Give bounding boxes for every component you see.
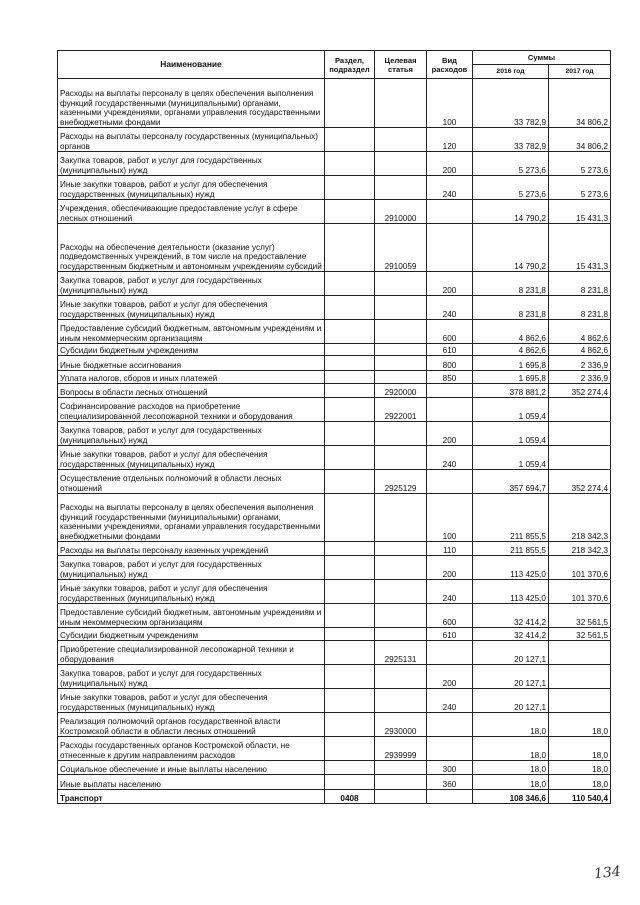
cell-2016: 1 059,4 (473, 422, 549, 446)
cell-name: Закупка товаров, работ и услуг для государственных (муниципальных) нужд (58, 272, 325, 296)
cell-kind (427, 398, 473, 422)
budget-table (57, 50, 611, 804)
cell-section (325, 665, 375, 689)
cell-kind: 200 (427, 665, 473, 689)
cell-name: Иные закупки товаров, работ и услуг для обеспечения государственных (муниципальных) нужд (58, 446, 325, 470)
cell-name: Иные закупки товаров, работ и услуг для обеспечения государственных (муниципальных) нужд (58, 689, 325, 713)
cell-kind: 240 (427, 446, 473, 470)
cell-2016: 32 414,2 (473, 628, 549, 641)
cell-article: 2930000 (375, 713, 427, 737)
table-row (58, 356, 611, 371)
cell-2017: 218 342,3 (549, 542, 611, 556)
cell-name: Приобретение специализированной лесопожарной техники и оборудования (58, 641, 325, 665)
cell-2016: 1 059,4 (473, 398, 549, 422)
cell-section (325, 446, 375, 470)
cell-section (325, 494, 375, 542)
table-row (58, 224, 611, 272)
cell-2017: 32 561,5 (549, 604, 611, 628)
header-year-2017: 2017 год (549, 65, 611, 79)
table-row (58, 665, 611, 689)
cell-2016: 357 694,7 (473, 470, 549, 494)
cell-name: Расходы на выплаты персоналу в целях обеспечения выполнения функций государственными (муниципальными) органами, казенными учреждениями, органами управления государственными внебюджетными фондами (58, 494, 325, 542)
cell-article (375, 556, 427, 580)
cell-2017: 8 231,8 (549, 296, 611, 320)
cell-2017: 352 274,4 (549, 384, 611, 398)
cell-kind (427, 200, 473, 224)
cell-section (325, 628, 375, 641)
table-row (58, 384, 611, 398)
cell-name: Социальное обеспечение и иные выплаты населению (58, 761, 325, 775)
cell-name: Субсидии бюджетным учреждениям (58, 344, 325, 356)
cell-name: Иные выплаты населению (58, 775, 325, 790)
cell-kind: 240 (427, 176, 473, 200)
cell-2017: 15 431,3 (549, 224, 611, 272)
cell-article (375, 422, 427, 446)
cell-2016: 20 127,1 (473, 689, 549, 713)
cell-name: Транспорт (58, 790, 325, 804)
header-name: Наименование (58, 51, 325, 79)
cell-2017: 18,0 (549, 713, 611, 737)
cell-kind: 100 (427, 494, 473, 542)
cell-2017: 5 273,6 (549, 176, 611, 200)
cell-article (375, 761, 427, 775)
table-row (58, 152, 611, 176)
cell-2017: 2 336,9 (549, 371, 611, 384)
cell-section (325, 604, 375, 628)
cell-name: Расходы на выплаты персоналу казенных учреждений (58, 542, 325, 556)
cell-2016: 1 695,8 (473, 371, 549, 384)
cell-2017 (549, 641, 611, 665)
cell-section (325, 542, 375, 556)
cell-name: Закупка товаров, работ и услуг для государственных (муниципальных) нужд (58, 152, 325, 176)
cell-section (325, 224, 375, 272)
cell-2017: 34 806,2 (549, 128, 611, 152)
header-article: Целевая статья (375, 51, 427, 79)
cell-2017: 101 370,6 (549, 556, 611, 580)
cell-section (325, 176, 375, 200)
table-body (58, 79, 611, 804)
cell-article (375, 371, 427, 384)
cell-2016: 4 862,6 (473, 320, 549, 344)
cell-2016: 14 790,2 (473, 224, 549, 272)
table-row (58, 542, 611, 556)
table-row (58, 604, 611, 628)
cell-article: 2910000 (375, 200, 427, 224)
cell-section (325, 470, 375, 494)
cell-name: Расходы на выплаты персоналу государственных (муниципальных) органов (58, 128, 325, 152)
cell-kind: 600 (427, 604, 473, 628)
cell-kind: 850 (427, 371, 473, 384)
cell-name: Реализация полномочий органов государственной власти Костромской области в области лесных отношений (58, 713, 325, 737)
cell-section (325, 422, 375, 446)
cell-2016: 5 273,6 (473, 152, 549, 176)
cell-kind: 610 (427, 344, 473, 356)
cell-article (375, 446, 427, 470)
cell-kind: 240 (427, 296, 473, 320)
cell-2016: 20 127,1 (473, 665, 549, 689)
cell-section (325, 580, 375, 604)
cell-2017: 18,0 (549, 775, 611, 790)
cell-section (325, 384, 375, 398)
cell-article (375, 344, 427, 356)
cell-2016: 20 127,1 (473, 641, 549, 665)
cell-name: Уплата налогов, сборов и иных платежей (58, 371, 325, 384)
table-row (58, 200, 611, 224)
cell-article (375, 79, 427, 128)
cell-2017 (549, 446, 611, 470)
cell-article: 2910059 (375, 224, 427, 272)
cell-section (325, 761, 375, 775)
cell-2017: 110 540,4 (549, 790, 611, 804)
table-row (58, 556, 611, 580)
cell-kind (427, 470, 473, 494)
cell-2016: 8 231,8 (473, 296, 549, 320)
cell-2016: 33 782,9 (473, 79, 549, 128)
cell-kind: 200 (427, 152, 473, 176)
table-row (58, 176, 611, 200)
table-row (58, 296, 611, 320)
cell-2017: 8 231,8 (549, 272, 611, 296)
cell-section (325, 689, 375, 713)
table-row (58, 446, 611, 470)
cell-2017: 32 561,5 (549, 628, 611, 641)
table-row (58, 641, 611, 665)
cell-section (325, 556, 375, 580)
cell-section (325, 200, 375, 224)
cell-article (375, 604, 427, 628)
cell-article: 2920000 (375, 384, 427, 398)
table-row (58, 790, 611, 804)
table-row (58, 713, 611, 737)
cell-2016: 18,0 (473, 713, 549, 737)
cell-section (325, 737, 375, 761)
cell-2017: 18,0 (549, 761, 611, 775)
cell-article (375, 320, 427, 344)
cell-2017: 2 336,9 (549, 356, 611, 371)
cell-article (375, 152, 427, 176)
cell-section (325, 713, 375, 737)
cell-kind: 300 (427, 761, 473, 775)
cell-name: Иные бюджетные ассигнования (58, 356, 325, 371)
cell-kind: 100 (427, 79, 473, 128)
cell-section (325, 344, 375, 356)
table-row (58, 128, 611, 152)
cell-name: Осуществление отдельных полномочий в области лесных отношений (58, 470, 325, 494)
cell-article (375, 176, 427, 200)
table-row (58, 79, 611, 128)
table-row (58, 628, 611, 641)
cell-name: Расходы на выплаты персоналу в целях обеспечения выполнения функций государственными (муниципальными) органами, казенными учреждениями, органами управления государственными внебюджетными фондами (58, 79, 325, 128)
cell-section: 0408 (325, 790, 375, 804)
cell-article (375, 128, 427, 152)
cell-2016: 4 862,6 (473, 344, 549, 356)
cell-kind: 110 (427, 542, 473, 556)
cell-name: Иные закупки товаров, работ и услуг для обеспечения государственных (муниципальных) нужд (58, 176, 325, 200)
cell-section (325, 272, 375, 296)
cell-name: Учреждения, обеспечивающие предоставление услуг в сфере лесных отношений (58, 200, 325, 224)
cell-section (325, 371, 375, 384)
cell-section (325, 398, 375, 422)
cell-section (325, 320, 375, 344)
cell-kind: 800 (427, 356, 473, 371)
header-sums: Суммы (473, 51, 611, 65)
cell-2017: 18,0 (549, 737, 611, 761)
table-row (58, 689, 611, 713)
cell-article: 2925129 (375, 470, 427, 494)
cell-kind: 200 (427, 272, 473, 296)
cell-article (375, 628, 427, 641)
cell-2017: 5 273,6 (549, 152, 611, 176)
cell-2016: 8 231,8 (473, 272, 549, 296)
cell-name: Закупка товаров, работ и услуг для государственных (муниципальных) нужд (58, 665, 325, 689)
cell-2017 (549, 422, 611, 446)
cell-name: Расходы государственных органов Костромской области, не отнесенные к другим направлениям расходов (58, 737, 325, 761)
cell-article: 2925131 (375, 641, 427, 665)
cell-kind (427, 224, 473, 272)
cell-2016: 14 790,2 (473, 200, 549, 224)
cell-article: 2939999 (375, 737, 427, 761)
cell-2016: 1 059,4 (473, 446, 549, 470)
cell-2016: 18,0 (473, 761, 549, 775)
table-row (58, 422, 611, 446)
cell-article (375, 665, 427, 689)
header-section: Раздел, подраздел (325, 51, 375, 79)
cell-2017: 101 370,6 (549, 580, 611, 604)
page-number: 134 (593, 863, 622, 883)
cell-kind: 200 (427, 422, 473, 446)
cell-article (375, 272, 427, 296)
cell-kind: 600 (427, 320, 473, 344)
cell-article (375, 689, 427, 713)
cell-kind (427, 790, 473, 804)
cell-name: Закупка товаров, работ и услуг для государственных (муниципальных) нужд (58, 422, 325, 446)
cell-2016: 18,0 (473, 737, 549, 761)
cell-2016: 1 695,8 (473, 356, 549, 371)
table-row (58, 494, 611, 542)
cell-section (325, 152, 375, 176)
header-kind: Вид расходов (427, 51, 473, 79)
cell-kind (427, 384, 473, 398)
header-year-2016: 2016 год (473, 65, 549, 79)
cell-kind: 610 (427, 628, 473, 641)
cell-kind: 360 (427, 775, 473, 790)
cell-article: 2922001 (375, 398, 427, 422)
cell-article (375, 356, 427, 371)
table-row (58, 344, 611, 356)
cell-2017: 352 274,4 (549, 470, 611, 494)
cell-2017 (549, 398, 611, 422)
cell-name: Закупка товаров, работ и услуг для государственных (муниципальных) нужд (58, 556, 325, 580)
cell-section (325, 79, 375, 128)
table-row (58, 272, 611, 296)
cell-2016: 113 425,0 (473, 580, 549, 604)
cell-2016: 18,0 (473, 775, 549, 790)
header-row (58, 51, 611, 65)
cell-section (325, 128, 375, 152)
cell-article (375, 775, 427, 790)
table-row (58, 737, 611, 761)
cell-article (375, 296, 427, 320)
table-row (58, 775, 611, 790)
table-row (58, 470, 611, 494)
cell-kind (427, 713, 473, 737)
table-row (58, 580, 611, 604)
cell-2016: 108 346,6 (473, 790, 549, 804)
cell-name: Предоставление субсидий бюджетным, автономным учреждениям и иным некоммерческим организациям (58, 604, 325, 628)
table-row (58, 320, 611, 344)
cell-article (375, 790, 427, 804)
table-row (58, 398, 611, 422)
table-row (58, 761, 611, 775)
cell-name: Иные закупки товаров, работ и услуг для обеспечения государственных (муниципальных) нужд (58, 296, 325, 320)
cell-2017: 34 806,2 (549, 79, 611, 128)
cell-kind (427, 641, 473, 665)
cell-kind: 240 (427, 689, 473, 713)
cell-section (325, 775, 375, 790)
cell-2017 (549, 665, 611, 689)
cell-2017: 4 862,6 (549, 320, 611, 344)
cell-section (325, 356, 375, 371)
cell-2016: 211 855,5 (473, 494, 549, 542)
cell-name: Субсидии бюджетным учреждениям (58, 628, 325, 641)
cell-name: Предоставление субсидий бюджетным, автономным учреждениям и иным некоммерческим организациям (58, 320, 325, 344)
cell-2016: 378 881,2 (473, 384, 549, 398)
cell-kind: 200 (427, 556, 473, 580)
cell-2016: 33 782,9 (473, 128, 549, 152)
cell-article (375, 580, 427, 604)
cell-2017: 15 431,3 (549, 200, 611, 224)
cell-2017 (549, 689, 611, 713)
cell-2017: 218 342,3 (549, 494, 611, 542)
cell-kind (427, 737, 473, 761)
cell-kind: 120 (427, 128, 473, 152)
cell-2016: 211 855,5 (473, 542, 549, 556)
cell-2016: 113 425,0 (473, 556, 549, 580)
cell-kind: 240 (427, 580, 473, 604)
cell-name: Софинансирование расходов на приобретение специализированной лесопожарной техники и оборудования (58, 398, 325, 422)
cell-name: Вопросы в области лесных отношений (58, 384, 325, 398)
cell-2016: 32 414,2 (473, 604, 549, 628)
cell-name: Расходы на обеспечение деятельности (оказание услуг) подведомственных учреждений, в том числе на предоставление государственным бюджетным и автономным учреждениям субсидий (58, 224, 325, 272)
cell-article (375, 542, 427, 556)
cell-article (375, 494, 427, 542)
cell-section (325, 641, 375, 665)
cell-section (325, 296, 375, 320)
cell-2016: 5 273,6 (473, 176, 549, 200)
cell-2017: 4 862,6 (549, 344, 611, 356)
cell-name: Иные закупки товаров, работ и услуг для обеспечения государственных (муниципальных) нужд (58, 580, 325, 604)
table-row (58, 371, 611, 384)
